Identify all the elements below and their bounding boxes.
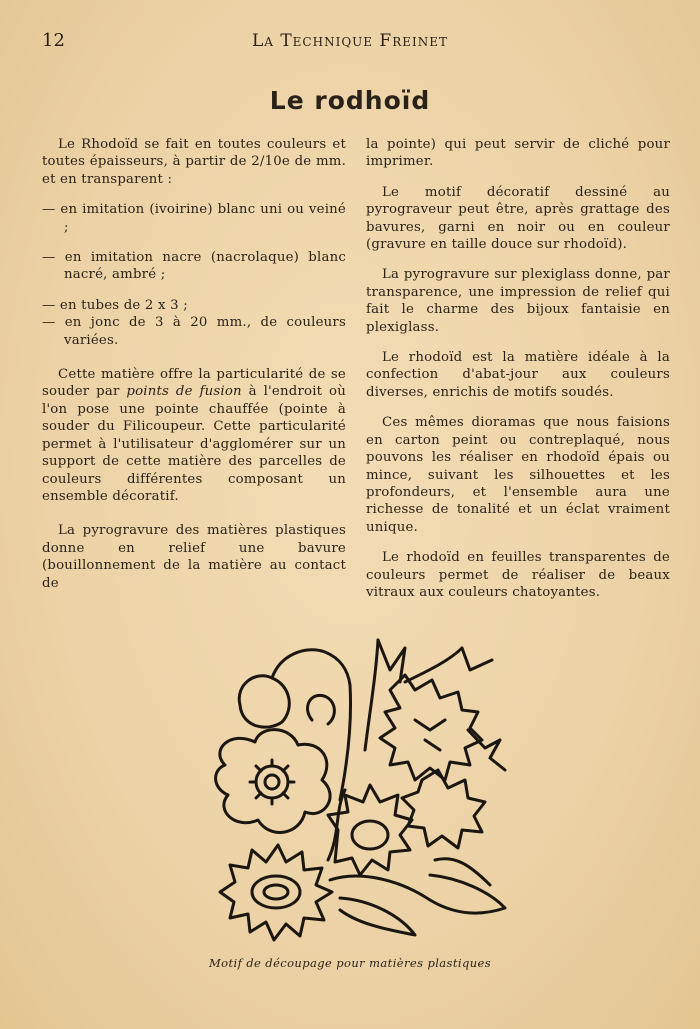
paragraph: La pyrogravure des matières plastiques donne en relief une bavure (bouillonnement de la matière au contact de (42, 523, 346, 591)
article-title: Le rodhoïd (269, 86, 431, 115)
paragraph: Le rhodoïd en feuilles transparentes de couleurs permet de réaliser de beaux vitraux aux couleurs chatoyantes. (366, 550, 670, 600)
paragraph: Le motif décoratif dessiné au pyrograveur peut être, après grattage des bavures, garni en noir ou en couleur (gravure en taille douce sur rhodoïd). (366, 184, 670, 253)
flower-bouquet-illustration (200, 630, 520, 954)
paragraph: Ces mêmes dioramas que nous faisions en carton peint ou contreplaqué, nous pouvons les réaliser en rhodoïd épais ou mince, suivant les silhouettes et les profondeurs, et l'ensemble aura une richesse de tonalité et un éclat vraiment unique. (366, 415, 670, 535)
figure-caption: Motif de découpage pour matières plastiques (208, 956, 492, 970)
list-item: — en imitation (ivoirine) blanc uni ou veiné ; (42, 202, 346, 235)
large-daisy (220, 845, 332, 940)
left-column (42, 136, 346, 605)
paragraph: la pointe) qui peut servir de cliché pour imprimer. (366, 137, 670, 170)
emphasis-text: points de fusion (126, 384, 242, 400)
paragraph: Le rhodoïd est la matière idéale à la confection d'abat-jour aux couleurs diverses, enrichis de motifs soudés. (366, 350, 670, 400)
paragraph: La pyrogravure sur plexiglass donne, par transparence, une impression de relief qui fait le charme des bijoux fantaisie en plexiglass. (366, 267, 670, 335)
page-number: 12 (42, 30, 65, 51)
carnation (380, 675, 482, 780)
list-item: — en jonc de 3 à 20 mm., de couleurs variées. (42, 315, 346, 348)
list-item: — en imitation nacre (nacrolaque) blanc nacré, ambré ; (42, 250, 346, 283)
right-column (366, 136, 670, 614)
paragraph: Le Rhodoïd se fait en toutes couleurs et toutes épaisseurs, à partir de 2/10e de mm. et en transparent : (42, 137, 346, 187)
paragraph (42, 366, 346, 505)
list-item: — en tubes de 2 x 3 ; (42, 297, 188, 313)
running-title: La Technique Freinet (251, 31, 449, 51)
poppy-flower (216, 730, 330, 833)
carnation-2 (402, 770, 485, 848)
text-run: Cette matière offre la particularité de se souder par (42, 367, 346, 400)
text-run: à l'endroit où l'on pose une pointe chauffée (pointe à souder du Filicoupeur. Cette particularité permet à l'utilisateur d'agglomérer sur un support de cette matière des parcelles de couleurs différentes composant un ensemble décoratif. (42, 384, 346, 504)
poppy-bud (239, 676, 289, 727)
